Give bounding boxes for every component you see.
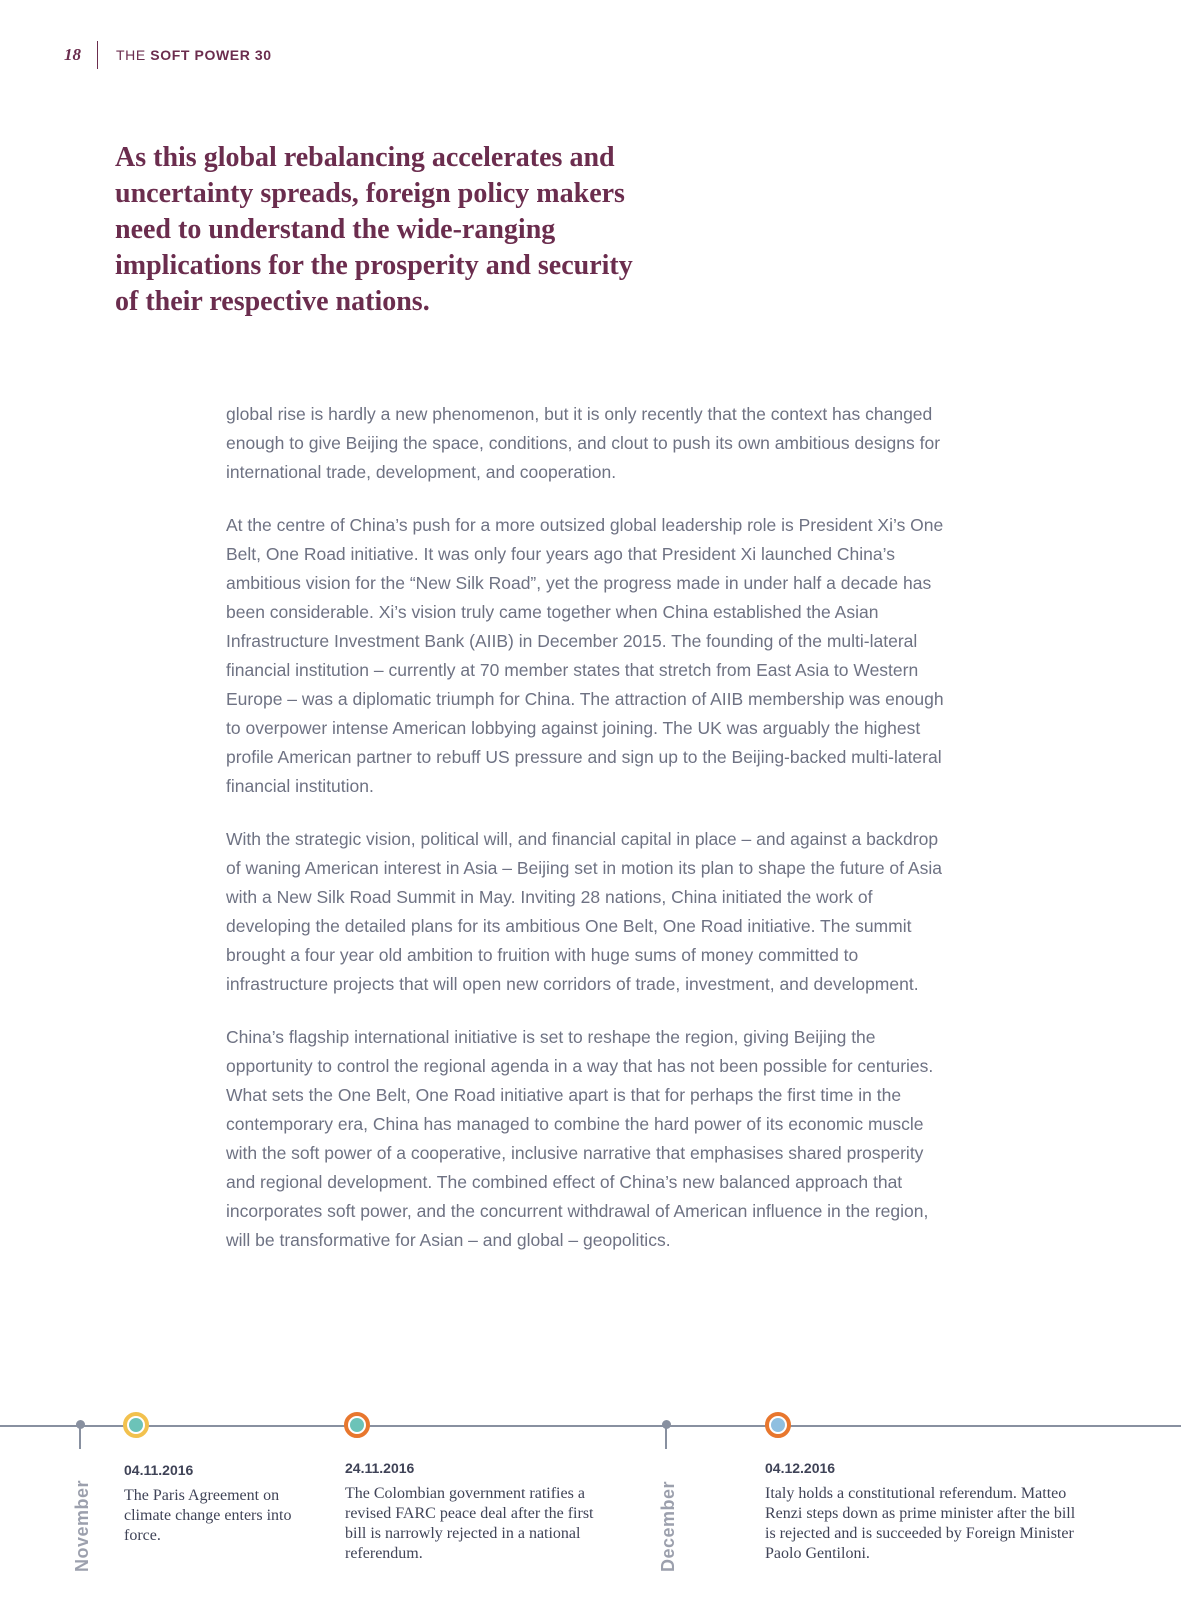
event-marker-dot (350, 1418, 364, 1432)
event-description: The Colombian government ratifies a revised FARC peace deal after the first bill is narrowly rejected in a national referendum. (345, 1485, 594, 1562)
month-tick (665, 1423, 667, 1449)
event-date: 04.12.2016 (765, 1460, 836, 1476)
paragraph: At the centre of China’s push for a more outsized global leadership role is President Xi’s One Belt, One Road initiative. It was only four years ago that President Xi launched China’s ambitious vision for the “New Silk Road”, yet the progress made in under half a decade has been considerable. Xi’s vision truly came together when China established the Asian Infrastructure Investment Bank (AIIB) in December 2015. The founding of the multi-lateral financial institution – currently at 70 member states that stretch from East Asia to Western Europe – was a diplomatic triumph for China. The attraction of AIIB membership was enough to overpower intense American lobbying against joining. The UK was arguably the highest profile American partner to rebuff US pressure and sign up to the Beijing-backed multi-lateral financial institution. (226, 515, 944, 796)
event-description: Italy holds a constitutional referendum. Matteo Renzi steps down as prime minister after the bill is rejected and is succeeded by Foreign Minister Paolo Gentiloni. (765, 1485, 1076, 1562)
event-date: 04.11.2016 (124, 1462, 194, 1478)
event-description: The Paris Agreement on climate change enters into force. (124, 1487, 292, 1544)
month-label-december: December (658, 1480, 678, 1572)
page-header (64, 40, 272, 70)
month-label-november: November (72, 1479, 92, 1572)
month-tick (79, 1423, 81, 1449)
timeline (0, 1390, 1181, 1624)
article-body (226, 400, 951, 1279)
event-date: 24.11.2016 (345, 1460, 415, 1476)
paragraph: China’s flagship international initiative is set to reshape the region, giving Beijing the opportunity to control the regional agenda in a way that has not been possible for centuries. What sets the One Belt, One Road initiative apart is that for perhaps the first time in the contemporary era, China has managed to combine the hard power of its economic muscle with the soft power of a cooperative, inclusive narrative that emphasises shared prosperity and regional development. The combined effect of China’s new balanced approach that incorporates soft power, and the concurrent withdrawal of American influence in the region, will be transformative for Asian – and global – geopolitics. (226, 1027, 934, 1250)
paragraph: global rise is hardly a new phenomenon, but it is only recently that the context has changed enough to give Beijing the space, conditions, and clout to push its own ambitious designs for international trade, development, and cooperation. (226, 404, 941, 482)
timeline-axis (0, 1425, 1181, 1427)
event-marker-dot (771, 1418, 785, 1432)
pull-quote: As this global rebalancing accelerates and uncertainty spreads, foreign policy makers need to understand the wide-ranging implications for the prosperity and security of their respective nations. (115, 142, 633, 317)
event-marker (765, 1412, 791, 1438)
event-marker (123, 1412, 149, 1438)
header-divider (97, 41, 98, 69)
publication-title-bold: SOFT POWER 30 (150, 47, 272, 63)
event-marker-dot (129, 1418, 143, 1432)
page-number: 18 (64, 45, 81, 64)
paragraph: With the strategic vision, political will, and financial capital in place – and against a backdrop of waning American interest in Asia – Beijing set in motion its plan to shape the future of Asia with a New Silk Road Summit in May. Inviting 28 nations, China initiated the work of developing the detailed plans for its ambitious One Belt, One Road initiative. The summit brought a four year old ambition to fruition with huge sums of money committed to infrastructure projects that will open new corridors of trade, investment, and development. (226, 829, 942, 994)
event-marker (344, 1412, 370, 1438)
publication-title (116, 47, 272, 63)
publication-title-prefix: THE (116, 47, 151, 63)
